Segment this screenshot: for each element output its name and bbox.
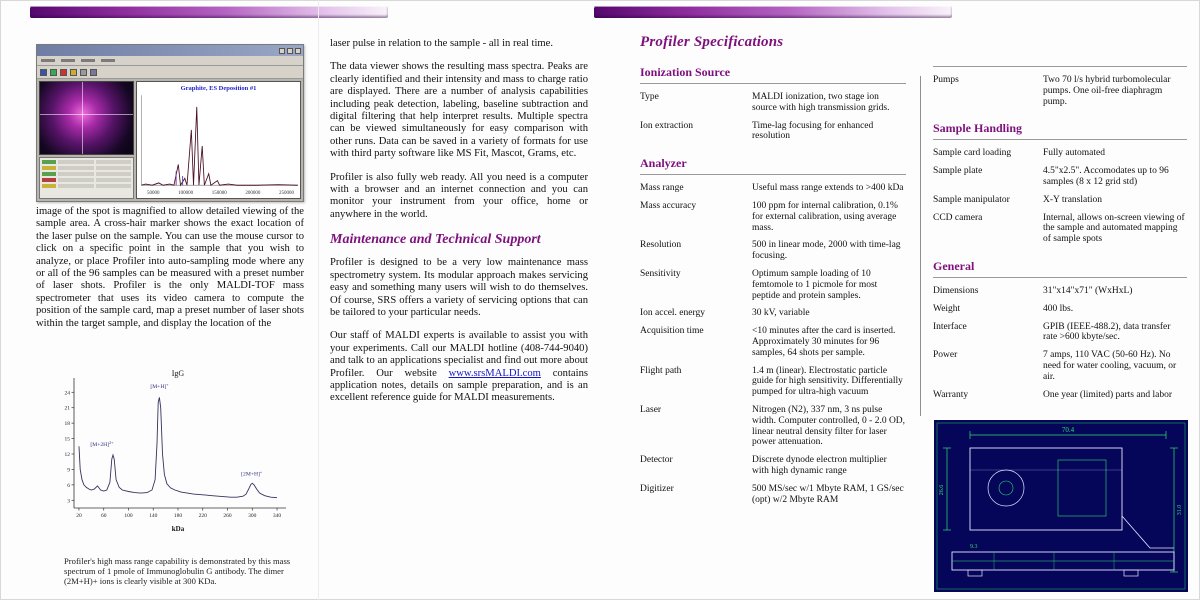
website-link[interactable]: www.srsMALDI.com — [448, 367, 541, 379]
spec-value: Time-lag focusing for enhanced resolution — [752, 120, 874, 142]
spec-label: Mass range — [640, 183, 684, 194]
svg-text:21: 21 — [64, 405, 70, 412]
spec-label: Resolution — [640, 240, 682, 251]
spec-label: Sample card loading — [933, 148, 1012, 159]
paragraph-maldi-experts-end: contains application notes, details on sample preparation, and is an excellent reference guide for MALDI measurements. — [330, 367, 588, 404]
specifications-column-2 — [933, 66, 1187, 400]
spec-label: Ion extraction — [640, 120, 694, 131]
svg-text:140: 140 — [149, 513, 158, 519]
igg-chart-svg — [50, 368, 292, 534]
shot-axis-label: 50000 — [147, 191, 160, 196]
spec-value: 30 kV, variable — [752, 308, 810, 319]
spec-label: Flight path — [640, 365, 682, 376]
list-item — [42, 184, 131, 188]
spec-label: Power — [933, 350, 958, 361]
spec-value: 500 in linear mode, 2000 with time-lag focusing. — [752, 240, 901, 262]
shot-axis-label: 200000 — [245, 191, 261, 196]
section-heading: Analyzer — [640, 156, 906, 175]
svg-text:12: 12 — [64, 452, 70, 458]
spec-table — [640, 92, 906, 142]
dimension-label-top: 70.4 — [1061, 426, 1075, 434]
dimension-label-right: 31.0 — [1177, 504, 1183, 516]
svg-text:260: 260 — [223, 513, 232, 519]
maximize-button-icon — [287, 48, 293, 54]
svg-text:3: 3 — [67, 498, 70, 505]
spec-sections-col1 — [640, 65, 906, 505]
svg-text:300: 300 — [248, 513, 257, 519]
window-menu-bar — [37, 56, 303, 66]
engineering-drawing-svg — [934, 420, 1188, 592]
section-heading: General — [933, 259, 1187, 278]
spec-value: 7 amps, 110 VAC (50-60 Hz). No need for water cooling, vacuum, or air. — [1043, 350, 1177, 382]
paragraph-maintenance: Profiler is designed to be a very low maintenance mass spectrometry system. Its modular approach makes servicing easy and something many users will wish to do themselves. Of course, SRS offers a variety of servicing options that can be tailored to your particular needs. — [330, 257, 588, 318]
spec-label: Pumps — [933, 75, 959, 85]
spectrum-viewer-panel — [136, 81, 301, 199]
section-heading: Ionization Source — [640, 65, 906, 84]
crosshair-vertical-icon — [82, 82, 83, 154]
spec-value: Discrete dynode electron multiplier with high dynamic range — [752, 455, 887, 476]
spec-label: Ion accel. energy — [640, 308, 705, 319]
paragraph-web-ready: Profiler is also fully web ready. All you need is a computer with a browser and an internet connection and you can monitor your instrument from your office, home or anywhere in the world. — [330, 171, 588, 220]
spec-value: GPIB (IEEE-488.2), data transfer rate >600 kbyte/sec. — [1043, 321, 1171, 343]
svg-text:340: 340 — [272, 513, 282, 519]
dimension-label-bottom: 9.3 — [970, 544, 978, 550]
spec-label: Acquisition time — [640, 326, 704, 337]
window-content — [37, 79, 303, 201]
spec-value: 100 ppm for internal calibration, 0.1% for external calibration, using average mass. — [752, 200, 898, 233]
spec-value: Internal, allows on-screen viewing of the sample and automated mapping of sample spots — [1043, 212, 1185, 245]
spec-table — [640, 183, 906, 505]
menu-item — [101, 59, 115, 62]
list-item — [42, 166, 131, 170]
spec-value: <10 minutes after the card is inserted. Approximately 30 minutes for 96 samples, 64 shots per sample. — [752, 326, 896, 358]
list-item — [42, 178, 131, 182]
spec-value: Optimum sample loading of 10 femtomole to 1 picmole for most peptide and protein samples. — [752, 268, 878, 301]
svg-text:18: 18 — [64, 421, 70, 428]
spec-label: Sensitivity — [640, 268, 681, 279]
spec-label: Sample plate — [933, 166, 983, 177]
svg-text:20: 20 — [76, 513, 82, 519]
middle-column — [330, 38, 588, 416]
maintenance-support-heading: Maintenance and Technical Support — [330, 232, 541, 248]
spec-value: 500 MS/sec w/1 Mbyte RAM, 1 GS/sec (opt) w/2 Mbyte RAM — [752, 483, 904, 505]
minimize-button-icon — [279, 48, 285, 54]
spec-table — [933, 286, 1187, 400]
crosshair-horizontal-icon — [40, 114, 133, 115]
paragraph-laser-pulse: laser pulse in relation to the sample - all in real time. — [330, 38, 553, 49]
section-heading: Sample Handling — [933, 121, 1187, 140]
decorative-gradient-bar-left — [30, 6, 388, 18]
toolbar-icon — [50, 69, 57, 76]
spec-table — [933, 148, 1187, 245]
list-item — [42, 160, 131, 164]
svg-text:IgG: IgG — [171, 369, 185, 378]
toolbar-icon — [40, 69, 47, 76]
svg-text:kDa: kDa — [171, 525, 185, 533]
software-screenshot — [36, 44, 304, 202]
spec-label: Interface — [933, 321, 967, 332]
spec-value: 4.5"x2.5". Accomodates up to 96 samples (8 x 12 grid std) — [1043, 166, 1169, 187]
sample-video-panel — [37, 79, 135, 201]
paragraph-data-viewer: The data viewer shows the resulting mass spectra. Peaks are clearly identified and their intensity and mass to charge ratio are displayed. There are a number of analysis capabilities including peak detection, labeling, baseline subtraction and digital filtering that help interpret results. Multiple spectra can be viewed simultaneously for easy comparison with other runs. Data can be saved in a variety of formats for use with third party software like MS Fit, Mascot, Grams, etc. — [330, 61, 588, 160]
paragraph-maldi-experts-start: Our staff of MALDI experts is available to assist you with your experiments. Call our MALDI hotline (408-744-9040) and talk to an applications specialist and find out more about Profiler. Our website — [330, 330, 588, 379]
spec-label: Weight — [933, 303, 961, 314]
igg-mass-spectrum-figure — [50, 368, 292, 534]
specifications-title: Profiler Specifications — [640, 34, 784, 50]
window-toolbar — [37, 66, 303, 79]
svg-text:[M+2H]2+: $[M+2H]^{2+}$ — [90, 439, 114, 448]
spec-value: X-Y translation — [1043, 194, 1103, 205]
instrument-engineering-drawing — [934, 420, 1188, 592]
toolbar-icon — [90, 69, 97, 76]
menu-item — [61, 59, 75, 62]
svg-text:[2M+H]+: [2M+H]+ — [241, 469, 263, 478]
list-item — [42, 172, 131, 176]
spec-value: 400 lbs. — [1043, 303, 1074, 314]
spec-sections-col2 — [933, 66, 1187, 400]
column-divider-line — [920, 76, 921, 416]
svg-text:24: 24 — [64, 390, 70, 397]
figure-caption: Profiler's high mass range capability is demonstrated by this mass spectrum of 1 pmole of Immunoglobulin G antibody. The dimer (2M+H)+ ions is clearly visible at 300 KDa. — [64, 556, 291, 587]
spec-value: One year (limited) parts and labor — [1043, 389, 1172, 400]
svg-text:100: 100 — [124, 513, 133, 519]
spec-label: Laser — [640, 404, 662, 415]
spec-label: Warranty — [933, 389, 969, 400]
toolbar-icon — [70, 69, 77, 76]
spec-label: Digitizer — [640, 483, 674, 494]
spec-value: MALDI ionization, two stage ion source with high transmission grids. — [752, 92, 890, 113]
toolbar-icon — [80, 69, 87, 76]
spec-value: Two 70 l/s hybrid turbomolecular pumps. One oil-free diaphragm pump. — [1043, 75, 1171, 107]
sample-list-panel — [39, 157, 134, 199]
shot-axis-label: 150000 — [211, 191, 227, 196]
svg-text:60: 60 — [100, 513, 107, 519]
decorative-gradient-bar-right — [594, 6, 952, 18]
svg-text:180: 180 — [173, 513, 183, 519]
svg-text:220: 220 — [198, 513, 207, 519]
spec-value: Nitrogen (N2), 337 nm, 3 ns pulse width. Computer controlled, 0 - 2.0 OD, linear neutral density filter for laser power attenuation. — [752, 404, 906, 448]
svg-text:[M+H]+: [M+H]+ — [150, 382, 169, 391]
menu-item — [41, 59, 55, 62]
left-column-body-text: image of the spot is magnified to allow detailed viewing of the sample area. A cross-hair marker shows the exact location of the laser pulse on the sample. You can use the mouse cursor to click on a specific point in the sample that you wish to analyze, or place Profiler into auto-sampling mode where any or all of the 96 samples can be measured with a preset number of laser shots. Profiler is the only MALDI-TOF mass spectrometer that uses its video camera to compute the position of the sample card, map a preset number of laser shots within the target sample, and display the location of the — [36, 206, 304, 329]
spec-label: Sample manipulator — [933, 194, 1010, 205]
svg-text:15: 15 — [64, 436, 70, 443]
shot-axis-label: 100000 — [178, 191, 194, 196]
spec-label: CCD camera — [933, 212, 983, 223]
toolbar-icon — [60, 69, 67, 76]
spectrum-title: Graphite, ES Deposition #1 — [180, 85, 257, 92]
sample-spot-image — [39, 81, 134, 155]
spec-value: Useful mass range extends to >400 kDa — [752, 183, 904, 194]
spec-label: Dimensions — [933, 285, 979, 296]
spec-label: Detector — [640, 455, 673, 466]
shot-axis-label: 250000 — [279, 191, 294, 196]
dimension-label-left: 26.6 — [939, 484, 945, 496]
spec-value: 31"x14"x71" (WxHxL) — [1043, 285, 1133, 296]
specifications-column-1 — [640, 34, 906, 505]
mini-spectrum-trace — [137, 93, 300, 191]
window-title-bar — [37, 45, 303, 56]
svg-text:9: 9 — [67, 467, 70, 474]
close-button-icon — [295, 48, 301, 54]
spec-value: 1.4 m (linear). Electrostatic particle guide for high sensitivity. Differentially pumped for ultra-high vacuum — [752, 365, 903, 398]
panel-fold-line — [318, 0, 319, 600]
spec-label: Mass accuracy — [640, 200, 697, 211]
spectrum-x-axis-labels — [137, 191, 300, 198]
paragraph-maldi-experts — [330, 330, 588, 404]
svg-text:6: 6 — [67, 482, 70, 489]
spec-label: Type — [640, 92, 659, 102]
spec-value: Fully automated — [1043, 148, 1106, 159]
menu-item — [81, 59, 95, 62]
spec-table — [933, 66, 1187, 107]
